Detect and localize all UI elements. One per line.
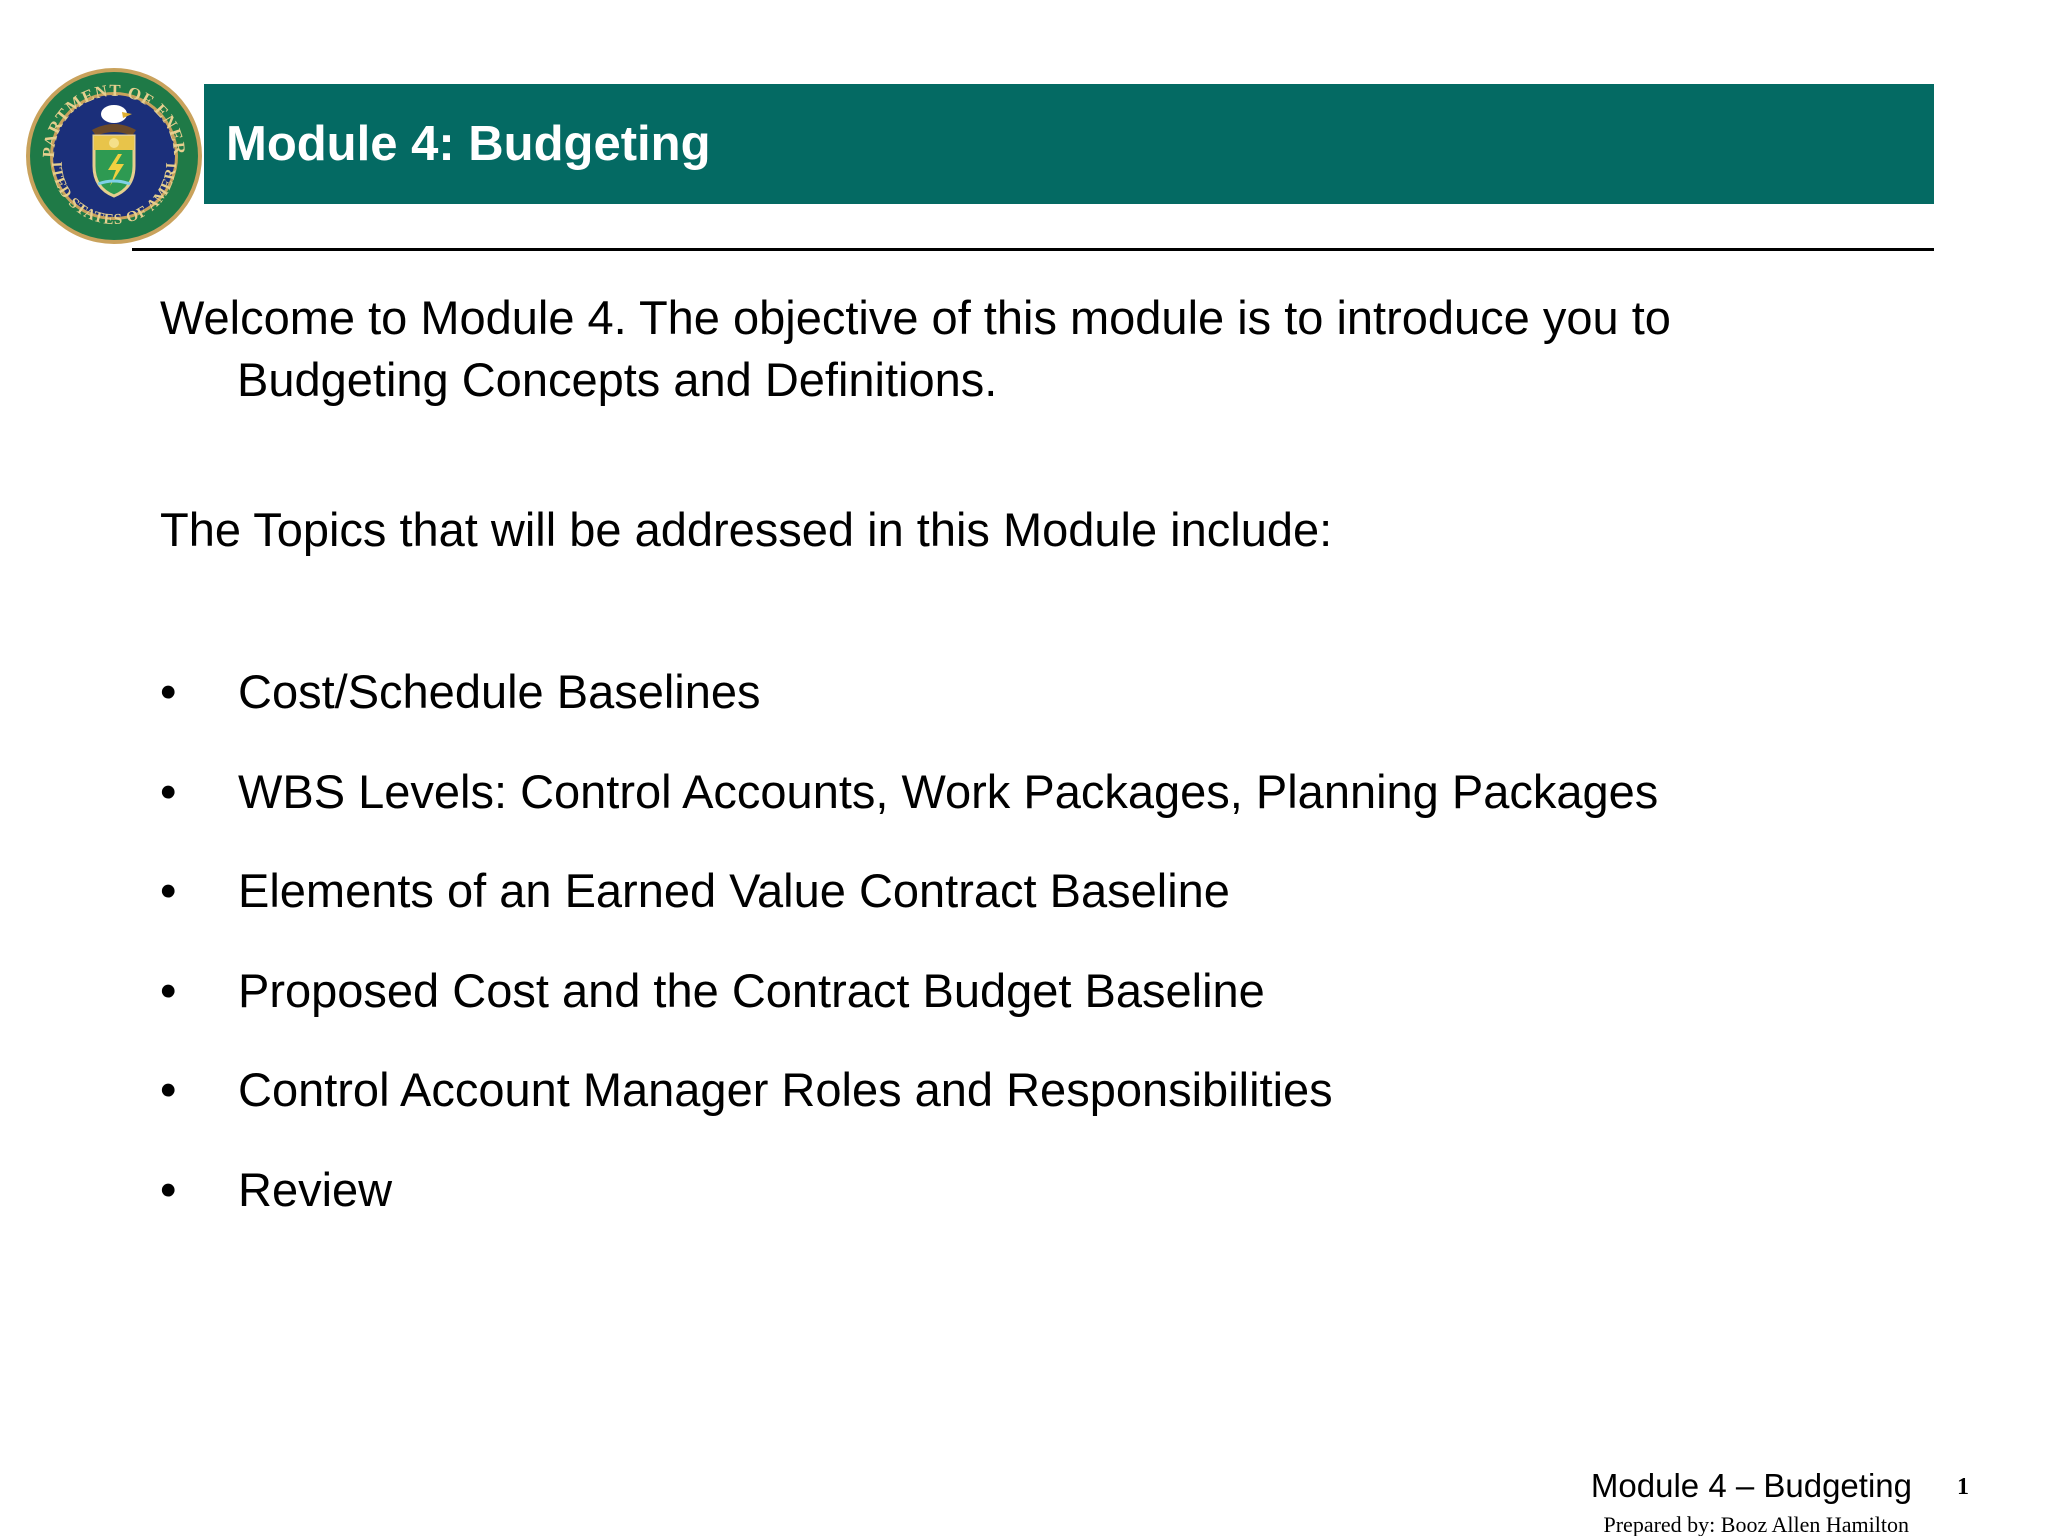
topic-label: WBS Levels: Control Accounts, Work Packages, Planning Packages (238, 764, 1659, 818)
topic-label: Control Account Manager Roles and Responsibilities (238, 1063, 1333, 1116)
bullet-icon: • (160, 665, 177, 718)
bullet-icon: • (160, 1162, 177, 1216)
title-bar (204, 84, 1934, 204)
topic-label: Cost/Schedule Baselines (238, 665, 761, 718)
topic-label: Proposed Cost and the Contract Budget Baseline (238, 963, 1265, 1017)
footer-module-label: Module 4 – Budgeting (1590, 1467, 1912, 1504)
page-title: Module 4: Budgeting (226, 117, 711, 171)
topic-label: Elements of an Earned Value Contract Baseline (238, 864, 1230, 917)
page-number: 1 (1957, 1474, 1969, 1500)
topic-label: Review (238, 1162, 393, 1216)
svg-text:UNITED STATES OF AMERICA: ITED STATES OF AMERI (47, 161, 181, 229)
intro-line-1: Welcome to Module 4. The objective of this module is to introduce you to (160, 291, 1671, 344)
bullet-icon: • (160, 963, 177, 1017)
svg-text:DEPARTMENT OF ENERGY: PARTMENT OF ENER (38, 80, 190, 159)
department-of-energy-seal-icon (24, 66, 204, 246)
intro-line-2: Budgeting Concepts and Definitions. (237, 353, 998, 406)
header-divider (132, 248, 1934, 251)
bullet-icon: • (160, 864, 177, 917)
intro-paragraph (160, 287, 1671, 411)
bullet-icon: • (160, 1063, 177, 1116)
bullet-icon: • (160, 764, 177, 818)
footer-prepared-by: Prepared by: Booz Allen Hamilton (1603, 1512, 1909, 1536)
topics-lead: The Topics that will be addressed in this Module include: (160, 503, 1333, 556)
